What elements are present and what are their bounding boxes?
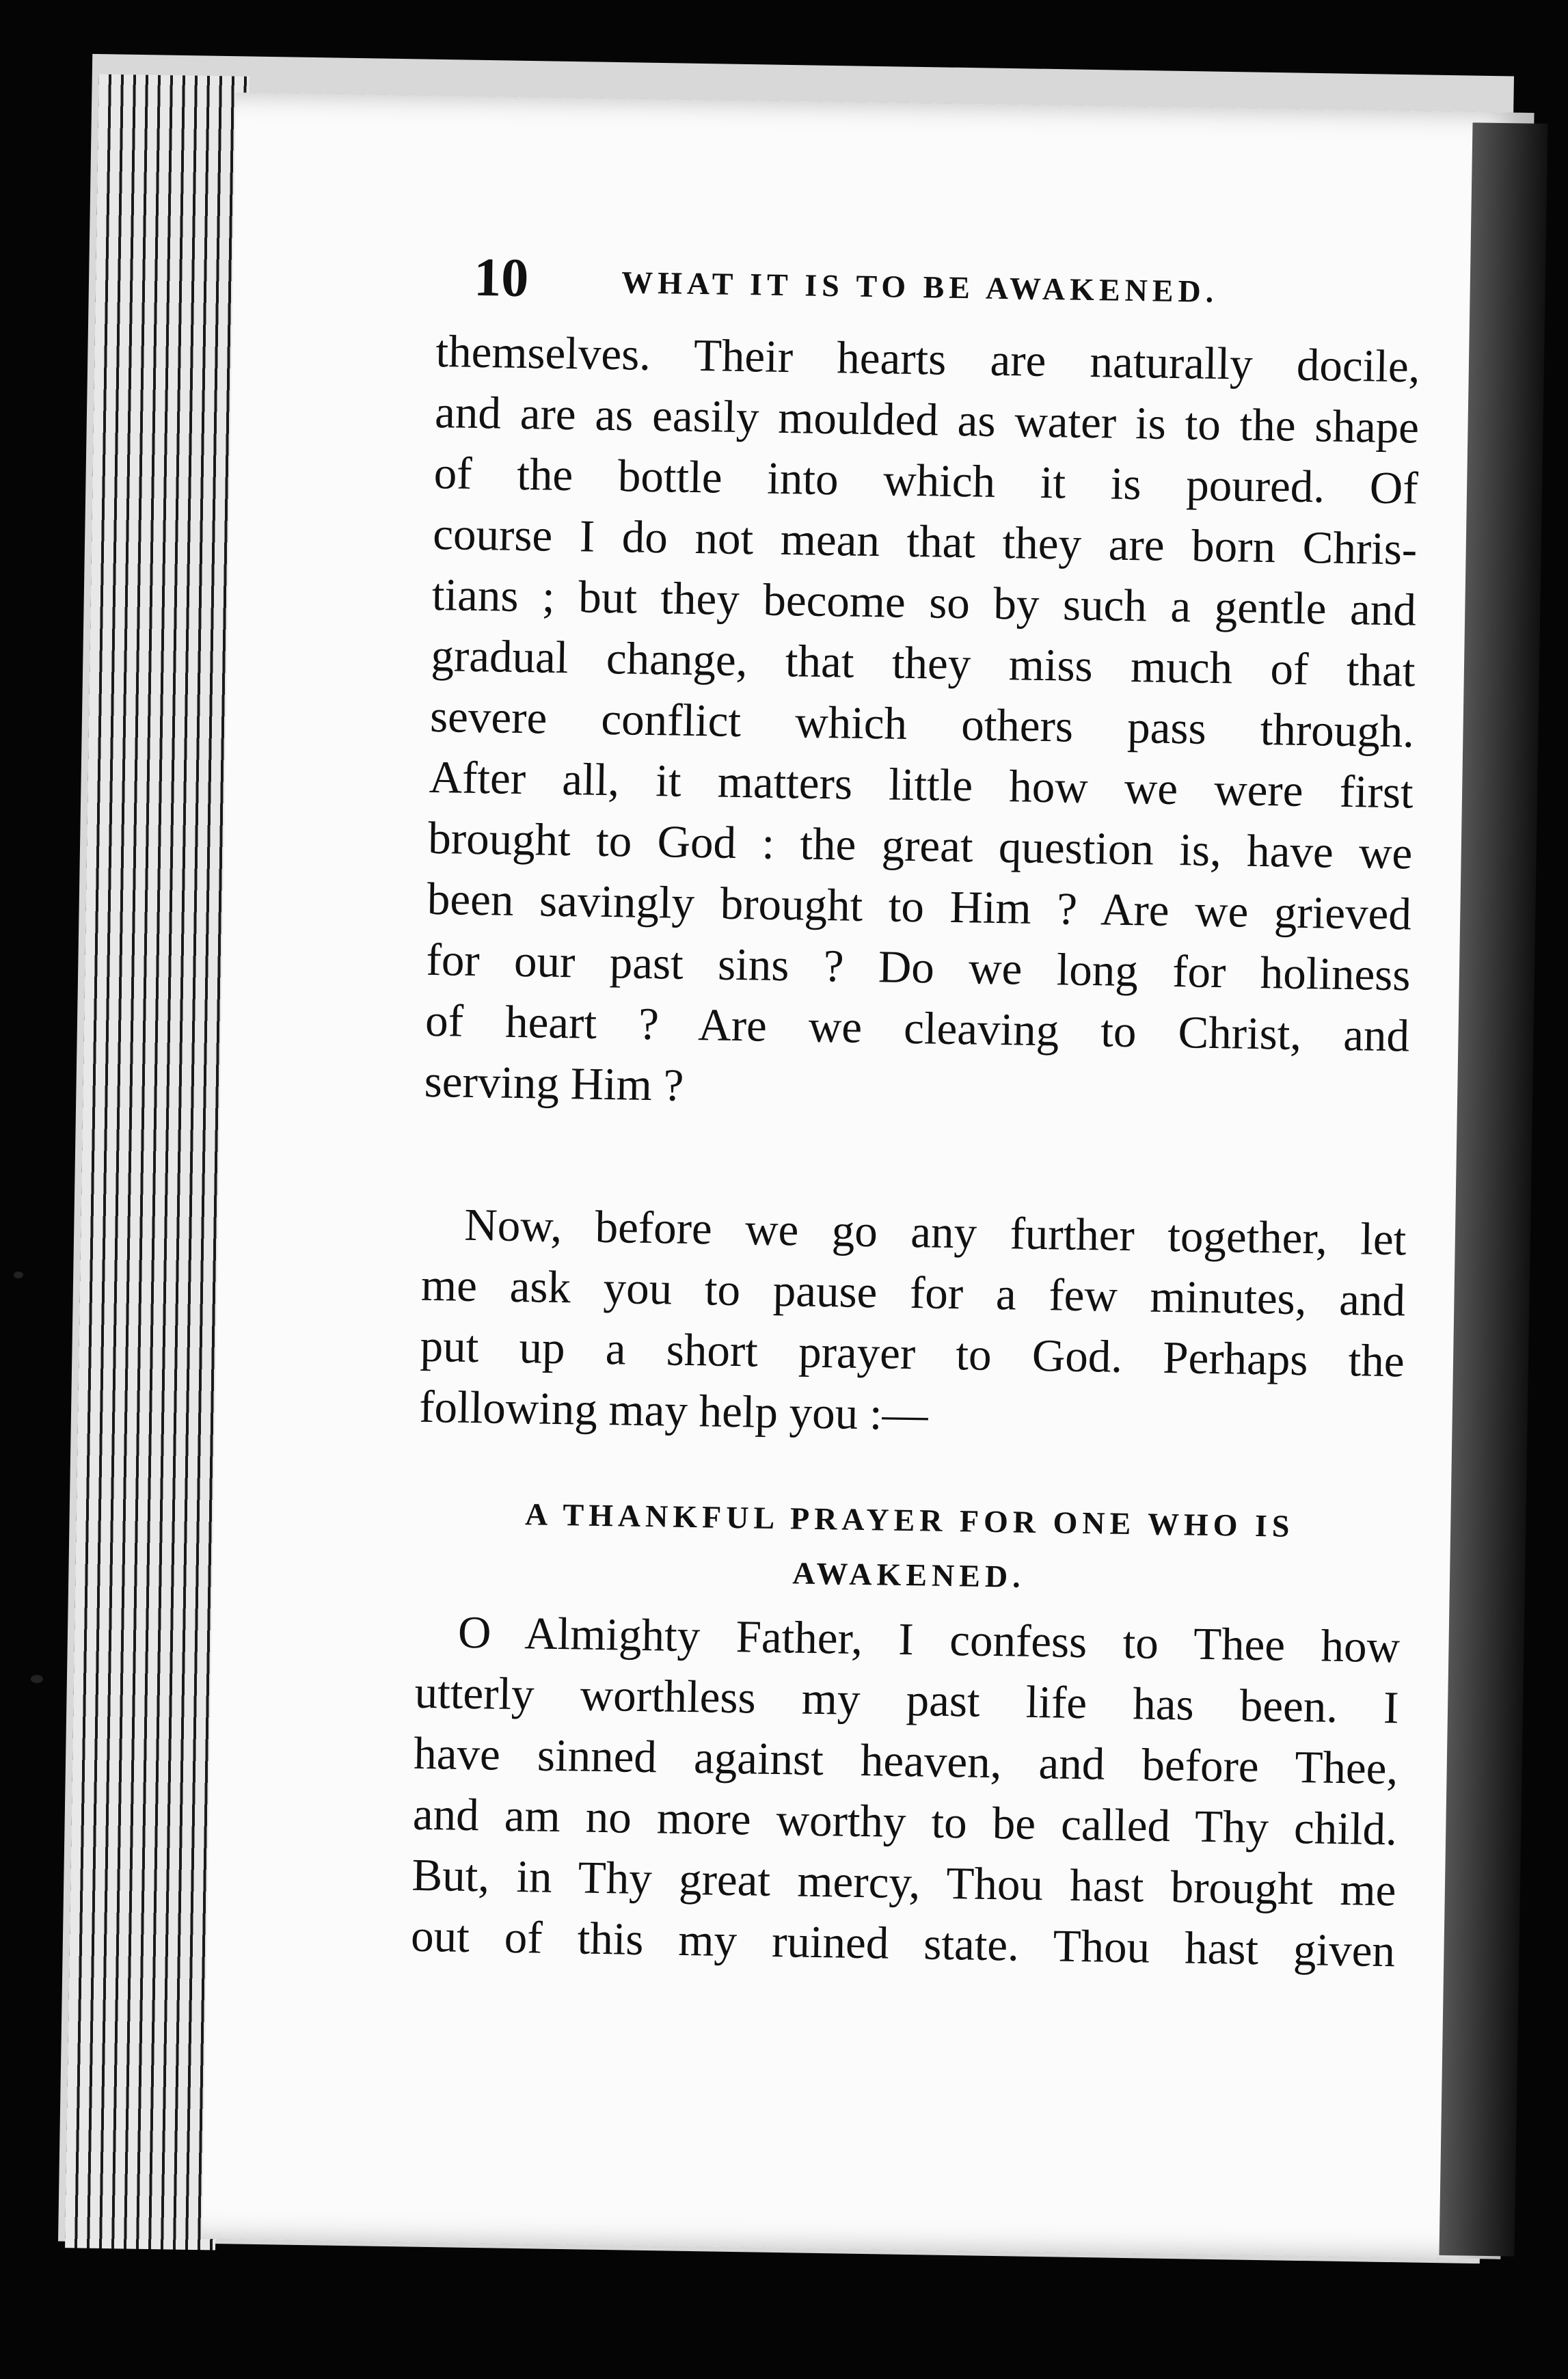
paragraph-1 bbox=[424, 321, 1420, 1127]
text-line: have sinned against heaven, and before Thee, bbox=[413, 1728, 1398, 1795]
text-line: of the bottle into which it is poured. Of bbox=[433, 447, 1419, 514]
text-line: out of this my ruined state. Thou hast given bbox=[410, 1910, 1396, 1977]
text-line: O Almighty Father, I confess to Thee how bbox=[457, 1607, 1401, 1673]
text-line: themselves. Their hearts are naturally docile, bbox=[435, 325, 1420, 392]
paragraph-2 bbox=[419, 1194, 1407, 1453]
text-line: severe conflict which others pass through. bbox=[429, 690, 1415, 757]
text-line: utterly worthless my past life has been. I bbox=[414, 1667, 1400, 1734]
page-header bbox=[436, 246, 1422, 337]
prayer-heading bbox=[416, 1486, 1402, 1611]
text-line: course I do not mean that they are born Chris- bbox=[432, 508, 1418, 575]
text-line: of heart ? Are we cleaving to Christ, and bbox=[424, 995, 1410, 1062]
running-head: WHAT IT IS TO BE AWAKENED. bbox=[621, 265, 1219, 309]
text-line: After all, it matters little how we were first bbox=[429, 751, 1414, 818]
text-line: brought to God : the great question is, have we bbox=[427, 812, 1413, 879]
heading-line: A THANKFUL PRAYER FOR ONE WHO IS bbox=[524, 1496, 1295, 1544]
text-line: and are as easily moulded as water is to the shape bbox=[434, 386, 1420, 453]
text-line: me ask you to pause for a few minutes, and bbox=[420, 1259, 1406, 1326]
prayer-text bbox=[410, 1602, 1400, 1982]
paragraph-gap bbox=[422, 1112, 1408, 1210]
text-line: and am no more worthy to be called Thy child. bbox=[412, 1788, 1398, 1855]
text-line: put up a short prayer to God. Perhaps the bbox=[420, 1320, 1405, 1387]
scan-speck bbox=[14, 1272, 23, 1278]
page-content bbox=[410, 246, 1421, 1982]
text-line: gradual change, that they miss much of that bbox=[431, 630, 1416, 697]
text-line: following may help you :— bbox=[418, 1381, 929, 1440]
text-line: But, in Thy great mercy, Thou hast brought me bbox=[411, 1849, 1396, 1916]
text-line: been savingly brought to Him ? Are we grieved bbox=[427, 873, 1412, 940]
text-line: serving Him ? bbox=[424, 1056, 684, 1111]
text-line: tians ; but they become so by such a gentle and bbox=[431, 569, 1417, 636]
text-line: Now, before we go any further together, let bbox=[463, 1199, 1407, 1265]
scan-speck bbox=[31, 1675, 43, 1683]
heading-line: AWAKENED. bbox=[792, 1555, 1026, 1594]
page-number: 10 bbox=[473, 247, 529, 309]
text-line: for our past sins ? Do we long for holiness bbox=[426, 934, 1411, 1001]
